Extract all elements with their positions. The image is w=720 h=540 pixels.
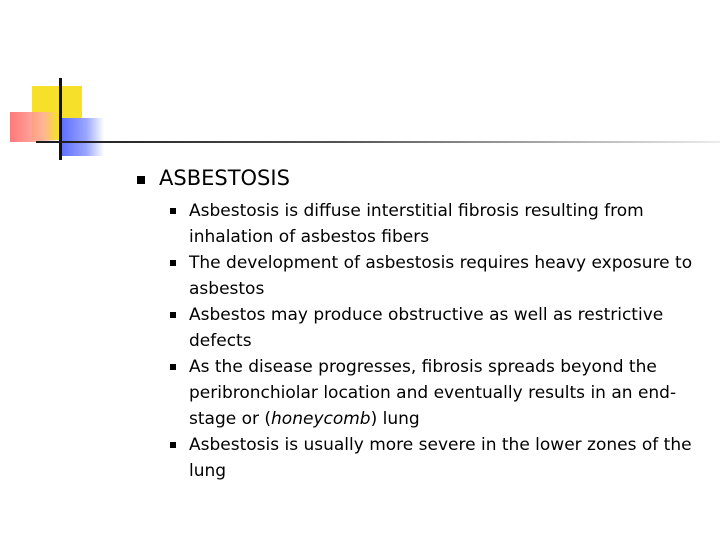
list-item-text: Asbestosis is diffuse interstitial fibrosis resulting from inhalation of asbestos fibers [189, 201, 644, 247]
list-item [170, 432, 700, 484]
list-item-text: The development of asbestosis requires heavy exposure to asbestos [189, 253, 693, 299]
text-segment: As the disease progresses, fibrosis spreads beyond the peribronchiolar location and eventually results in an end-stage or ( [189, 357, 677, 429]
list-item-text: Asbestosis is usually more severe in the lower zones of the lung [189, 435, 692, 481]
slide-title: ASBESTOSIS [159, 166, 290, 190]
square-bullet-icon [170, 208, 176, 214]
list-item [170, 250, 700, 302]
list-item [170, 354, 700, 432]
sub-bullet-list [170, 198, 700, 484]
square-bullet-icon [137, 176, 145, 184]
square-bullet-icon [170, 442, 176, 448]
list-item-text: Asbestos may produce obstructive as well as restrictive defects [189, 305, 664, 351]
square-bullet-icon [170, 260, 176, 266]
list-item-text [189, 357, 676, 429]
blue-square [60, 118, 104, 156]
header-rule [36, 141, 720, 143]
vertical-rule [59, 78, 62, 160]
list-item [170, 302, 700, 354]
red-square [10, 112, 58, 142]
text-segment: ) lung [370, 409, 420, 429]
list-item [170, 198, 700, 250]
square-bullet-icon [170, 312, 176, 318]
decorative-logo [0, 0, 110, 170]
square-bullet-icon [170, 364, 176, 370]
italic-term: honeycomb [271, 409, 371, 429]
